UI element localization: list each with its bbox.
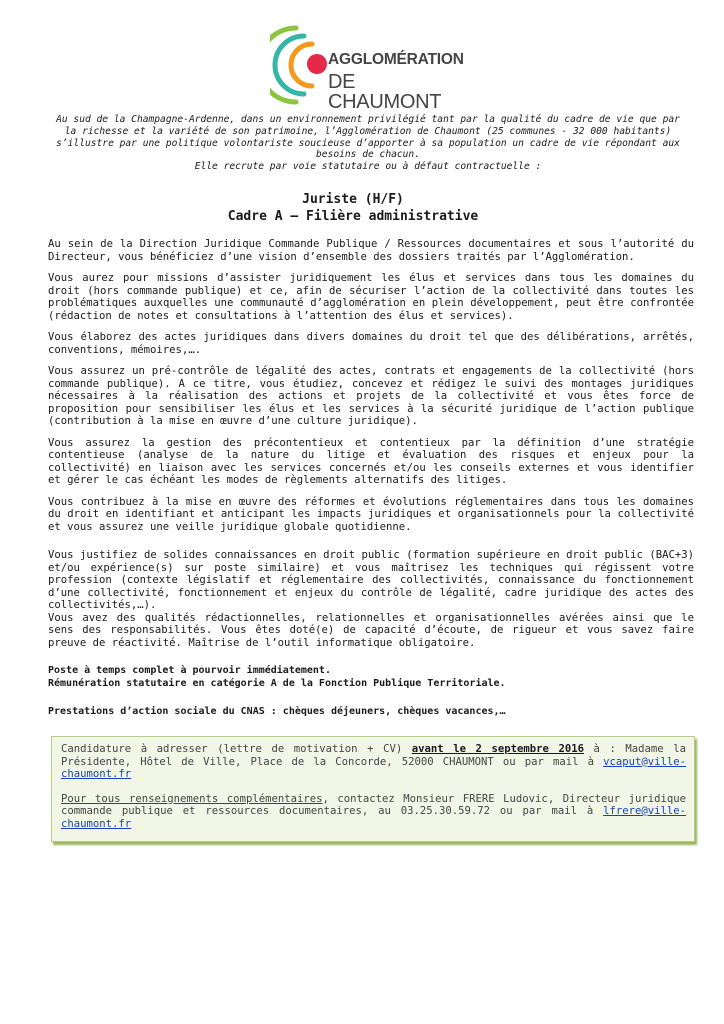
job-description [48,238,694,728]
logo-line-2: DE CHAUMONT [328,70,442,113]
contact-heading: Pour tous renseignements complémentaires [61,792,323,805]
paragraph-litigation: Vous assurez la gestion des précontentieux et contentieux par la définition d’une stratégie contentieuse (analyse de la nature du litige et évaluation des risques et enjeux pour la collectivité) en liaison avec les services concernés et/ou les conseils externes et vous identifier et gérer le cas échéant les modes de règlements alternatifs des litiges. [48,436,694,486]
job-title [48,191,658,225]
contact-email-link[interactable]: lfrere@ville-chaumont.fr [61,805,686,830]
application-box [51,736,695,842]
job-title-line-2: Cadre A – Filière administrative [227,209,479,224]
application-deadline: avant le 2 septembre 2016 [411,743,584,755]
job-title-line-1: Juriste (H/F) [302,192,404,207]
application-address: à : Madame la Présidente, Hôtel de Ville, Place de la Concorde, 52000 CHAUMONT ou par mail à [61,743,687,768]
intro-recruitment-line: Elle recrute par voie statutaire ou à défaut contractuelle : [194,161,542,173]
contact-details: , contactez Monsieur FRERE Ludovic, Directeur juridique commande publique et ressources documentaires, au 03.25.30.59.72 ou par mail à [61,792,686,817]
paragraph-acts: Vous élaborez des actes juridiques dans divers domaines du droit tel que des délibérations, arrêtés, conventions, mémoires,…. [48,331,694,356]
intro-text [48,114,688,173]
paragraph-skills: Vous avez des qualités rédactionnelles, relationnelles et organisationnelles avérées ainsi que le sens des responsabilités. Vous êtes doté(e) de capacité d’écoute, de rigueur et vous savez faire preuve de réactivité. Maîtrise de l’outil informatique obligatoire. [48,611,694,649]
application-instructions [61,743,686,781]
logo-line-1: AGGLOMÉRATION [328,51,464,68]
application-email-link[interactable]: vcaput@ville-chaumont.fr [61,755,686,780]
logo-arcs-icon [270,24,330,106]
intro-paragraph: Au sud de la Champagne-Ardenne, dans un environnement privilégié tant par la qualité du cadre de vie que par la richesse et la variété de son patrimoine, l’Agglomération de Chaumont (25 communes - 32 000 habitants) s’illustre par une politique volontariste soucieuse d’apporter à sa population un cadre de vie répondant aux besoins de chacun. [56,114,680,161]
contact-information [61,793,686,831]
paragraph-context: Au sein de la Direction Juridique Commande Publique / Ressources documentaires et sous l’autorité du Directeur, vous bénéficiez d’une vision d’ensemble des dossiers traités par l’Agglomération. [48,238,694,263]
paragraph-legality-control: Vous assurez un pré-contrôle de légalité des actes, contrats et engagements de la collectivité (hors commande publique). A ce titre, vous étudiez, concevez et rédigez le suivi des montages juridiques nécessaires à la réalisation des actions et projets de la collectivité et vous êtes force de proposition pour sensibiliser les élus et les services à la sécurité juridique de l’action publique (contribution à la mise en œuvre d’une culture juridique). [48,365,694,427]
application-text-start: Candidature à adresser (lettre de motivation + CV) [61,743,412,755]
condition-full-time: Poste à temps complet à pourvoir immédiatement. [48,665,331,676]
logo-wordmark [328,52,470,112]
paragraph-qualifications: Vous justifiez de solides connaissances en droit public (formation supérieure en droit public (BAC+3) et/ou expérience(s) sur poste similaire) et vous maîtrisez les techniques qui régissent votre profession (contexte législatif et réglementaire des collectivités, connaissance du fonctionnement d’une collectivité, fonctionnement et enjeux du contrôle de légalité, cadre juridique des actes des collectivités,…). [48,549,694,611]
condition-salary: Rémunération statutaire en catégorie A de la Fonction Publique Territoriale. [48,677,506,689]
paragraph-reforms: Vous contribuez à la mise en œuvre des réformes et évolutions réglementaires dans tous les domaines du droit en identifiant et anticipant les impacts juridiques et organisationnels pour la collectivité et vous assurez une veille juridique globale quotidienne. [48,495,694,533]
agglomeration-logo [270,24,470,113]
paragraph-missions: Vous aurez pour missions d’assister juridiquement les élus et services dans tous les domaines du droit (hors commande publique) et ce, afin de sécuriser l’action de la collectivité dans toutes les problématiques auxquelles une communauté d’agglomération en plein développement, peut être confrontée (rédaction de notes et consultations à l’attention des élus et services). [48,272,694,322]
condition-social-benefits: Prestations d’action sociale du CNAS : chèques déjeuners, chèques vacances,… [48,706,506,717]
